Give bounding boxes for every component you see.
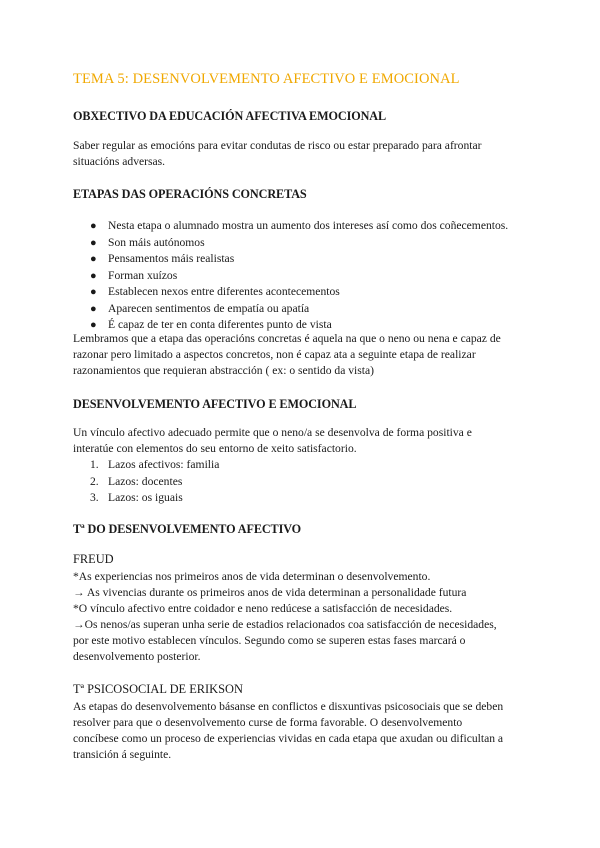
list-item: 2. Lazos: docentes <box>90 474 183 488</box>
bullet-icon: ● <box>90 269 97 282</box>
paragraph-line: *O vínculo afectivo entre coidador e neno redúcese a satisfacción de necesidades. <box>73 602 453 615</box>
subheading-freud: FREUD <box>73 552 114 566</box>
list-item: ● É capaz de ter en conta diferentes punto de vista <box>108 317 508 334</box>
section-heading-affective-development: DESENVOLVEMENTO AFECTIVO E EMOCIONAL <box>73 397 357 411</box>
paragraph-line: →Os nenos/as superan unha serie de estadios relacionados coa satisfacción de necesidades, <box>73 618 497 631</box>
paragraph-line: resolver para que o desenvolvemento curse de forma favorable. O desenvolvemento <box>73 716 463 729</box>
list-item: ● Nesta etapa o alumnado mostra un aumento dos intereses así como dos coñecementos. <box>108 218 508 235</box>
paragraph-line: Un vínculo afectivo adecuado permite que o neno/a se desenvolva de forma positiva e <box>73 426 472 439</box>
bullet-icon: ● <box>90 236 97 249</box>
bullet-icon: ● <box>90 319 97 331</box>
list-item: ● Son máis autónomos <box>108 235 508 252</box>
bullet-icon: ● <box>90 286 97 298</box>
list-item: ● Establecen nexos entre diferentes acontecementos <box>108 284 508 301</box>
paragraph-line: transición á seguinte. <box>73 748 172 761</box>
paragraph-line: Saber regular as emocións para evitar condutas de risco ou estar preparado para afrontar <box>73 139 482 152</box>
bullet-list <box>90 218 509 334</box>
paragraph-line: situacións adversas. <box>73 155 166 168</box>
paragraph-line: interatúe con elementos do seu entorno de xeito satisfactorio. <box>73 442 357 455</box>
paragraph-line: concíbese como un proceso de experiencias vividas en cada etapa que axudan ou dificultan a <box>73 732 504 745</box>
paragraph-line: desenvolvemento posterior. <box>73 650 201 663</box>
paragraph-line: As etapas do desenvolvemento básanse en conflictos e disxuntivas psicosociais que se deben <box>73 700 504 713</box>
bullet-icon: ● <box>90 220 97 232</box>
list-item: 1. Lazos afectivos: familia <box>90 458 220 471</box>
paragraph-line: por este motivo establecen vínculos. Segundo como se superen estas fases marcará o <box>73 634 466 647</box>
list-item: ● Forman xuízos <box>108 268 508 285</box>
list-item: 3. Lazos: os iguais <box>90 491 183 504</box>
paragraph-line: razonar pero limitado a aspectos concretos, non é capaz ata a seguinte etapa de realizar <box>73 348 476 361</box>
bullet-icon: ● <box>90 302 97 315</box>
list-item: ● Aparecen sentimentos de empatía ou apatía <box>108 301 508 318</box>
list-item: ● Pensamentos máis realistas <box>108 251 508 268</box>
paragraph-line: Lembramos que a etapa das operacións concretas é aquela na que o neno ou nena e capaz de <box>73 332 501 345</box>
subheading-erikson: Tª PSICOSOCIAL DE ERIKSON <box>73 682 243 696</box>
section-heading-objective: OBXECTIVO DA EDUCACIÓN AFECTIVA EMOCIONAL <box>73 109 387 123</box>
section-heading-theories: Tª DO DESENVOLVEMENTO AFECTIVO <box>73 522 302 536</box>
numbered-list <box>90 457 220 507</box>
paragraph-line: → As vivencias durante os primeiros anos de vida determinan a personalidade futura <box>73 586 467 599</box>
bullet-icon: ● <box>90 253 97 265</box>
paragraph-line: razonamientos que requieran abstracción ( ex: o sentido da vista) <box>73 364 375 377</box>
page-title: TEMA 5: DESENVOLVEMENTO AFECTIVO E EMOCIONAL <box>73 71 460 87</box>
paragraph-line: *As experiencias nos primeiros anos de vida determinan o desenvolvemento. <box>73 570 431 583</box>
section-heading-concrete-operations: ETAPAS DAS OPERACIÓNS CONCRETAS <box>73 187 307 201</box>
